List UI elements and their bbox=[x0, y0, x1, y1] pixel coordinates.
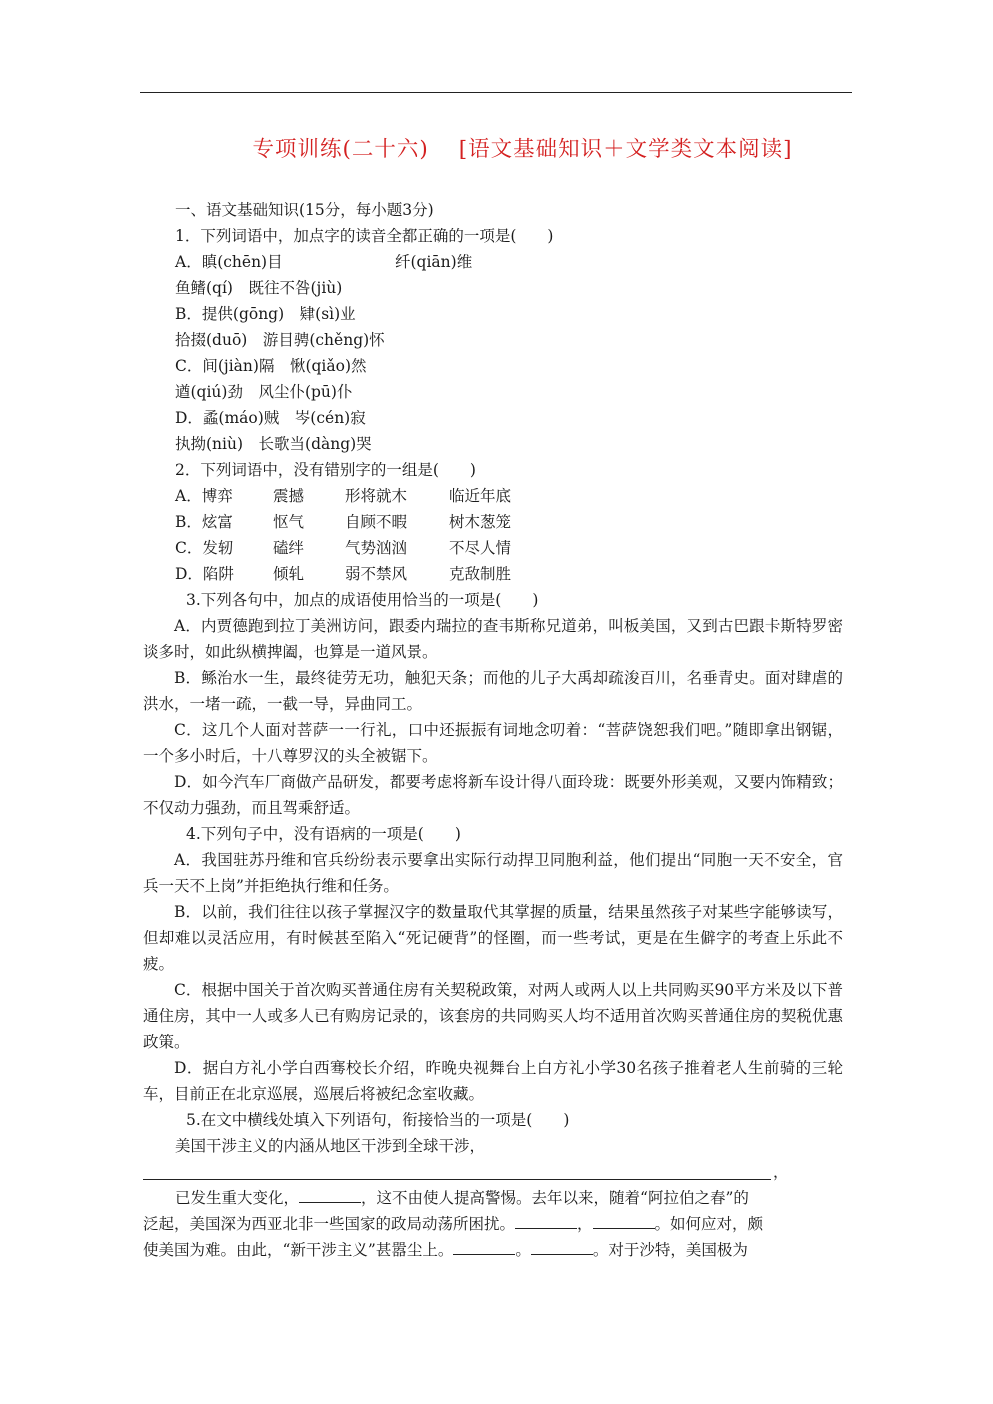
q3-option-d: D．如今汽车厂商做产品研发，都要考虑将新车设计得八面玲珑：既要外形美观，又要内饰精致；不仅动力强劲，而且驾乘舒适。 bbox=[143, 773, 843, 817]
document-body bbox=[143, 197, 843, 1263]
q2-cell: 震撼 bbox=[273, 487, 305, 505]
q5-stem: 5.在文中横线处填入下列语句，衔接恰当的一项是( ) bbox=[186, 1111, 570, 1129]
passage-text: 已发生重大变化， bbox=[175, 1189, 300, 1207]
q5-passage-line bbox=[143, 1185, 843, 1211]
q5-lead: 美国干涉主义的内涵从地区干涉到全球干涉， bbox=[175, 1137, 486, 1155]
q2-cell: C．发轫 bbox=[175, 539, 234, 557]
q3-option-c: C．这几个人面对菩萨一一行礼，口中还振振有词地念叨着：“菩萨饶恕我们吧。”随即拿出钢锯，一个多小时后，十八尊罗汉的头全被锯下。 bbox=[143, 721, 843, 765]
q3-stem: 3.下列各句中，加点的成语使用恰当的一项是( ) bbox=[186, 591, 539, 609]
q1-a1a: A．瞋(chēn)目 bbox=[175, 253, 283, 271]
q2-option-row bbox=[143, 561, 843, 587]
q2-cell: 气势汹汹 bbox=[345, 539, 408, 557]
q1-option-a-line2: 鱼鳍(qí) 既往不咎(jiù) bbox=[175, 279, 343, 297]
q1-option-c-line2: 遒(qiú)劲 风尘仆(pū)仆 bbox=[175, 383, 353, 401]
q1-stem: 1．下列词语中，加点字的读音全都正确的一项是( ) bbox=[175, 227, 554, 245]
q2-option-row bbox=[143, 483, 843, 509]
passage-text: 使美国为难。由此，“新干涉主义”甚嚣尘上。 bbox=[143, 1241, 454, 1259]
passage-text: 。对于沙特，美国极为 bbox=[592, 1241, 748, 1259]
fill-blank bbox=[453, 1240, 515, 1255]
q1-a1b: 纤(qiān)维 bbox=[395, 253, 473, 271]
q2-cell: 弱不禁风 bbox=[345, 565, 408, 583]
page-title bbox=[0, 132, 993, 163]
passage-text: 。 bbox=[515, 1241, 531, 1259]
passage-text: 。如何应对，颇 bbox=[654, 1215, 764, 1233]
q4-option-c: C．根据中国关于首次购买普通住房有关契税政策，对两人或两人以上共同购买90平方米及以下普通住房，其中一人或多人已有购房记录的，该套房的共同购买人均不适用首次购买普通住房的契税优惠政策。 bbox=[143, 981, 843, 1051]
q4-stem: 4.下列句子中，没有语病的一项是( ) bbox=[186, 825, 461, 843]
q2-option-row bbox=[143, 509, 843, 535]
fill-blank bbox=[531, 1240, 593, 1255]
fill-blank bbox=[515, 1214, 577, 1229]
q2-cell: 磕绊 bbox=[273, 539, 305, 557]
passage-text: ，这不由使人提高警惕。去年以来，随着“阿拉伯之春”的 bbox=[361, 1189, 749, 1207]
q4-option-b: B．以前，我们往往以孩子掌握汉字的数量取代其掌握的质量，结果虽然孩子对某些字能够读写，但却难以灵活应用，有时候甚至陷入“死记硬背”的怪圈，而一些考试，更是在生僻字的考查上乐此不疲。 bbox=[143, 903, 843, 973]
q5-passage-line bbox=[143, 1237, 843, 1263]
q2-cell: 倾轧 bbox=[273, 565, 305, 583]
q4-option-a: A．我国驻苏丹维和官兵纷纷表示要拿出实际行动捍卫同胞利益，他们提出“同胞一天不安全，官兵一天不上岗”并拒绝执行维和任务。 bbox=[143, 851, 843, 895]
q2-cell: 不尽人情 bbox=[449, 539, 512, 557]
q2-cell: 怄气 bbox=[273, 513, 305, 531]
q2-cell: 克敌制胜 bbox=[449, 565, 512, 583]
q5-fill-blank-line bbox=[143, 1159, 843, 1185]
header-rule bbox=[140, 92, 852, 93]
q2-cell: 形将就木 bbox=[345, 487, 408, 505]
q2-stem: 2．下列词语中，没有错别字的一组是( ) bbox=[175, 461, 476, 479]
blank-comma: ， bbox=[773, 1163, 789, 1181]
q5-passage-line bbox=[143, 1211, 843, 1237]
q2-cell: D．陷阱 bbox=[175, 565, 234, 583]
q3-option-b: B．鲧治水一生，最终徒劳无功，触犯天条；而他的儿子大禹却疏浚百川，名垂青史。面对肆虐的洪水，一堵一疏，一截一导，异曲同工。 bbox=[143, 669, 843, 713]
passage-text: ， bbox=[577, 1215, 593, 1233]
q2-cell: B．炫富 bbox=[175, 513, 233, 531]
fill-blank bbox=[593, 1214, 655, 1229]
q1-option-c-line1: C．间(jiàn)隔 愀(qiǎo)然 bbox=[175, 357, 367, 375]
q1-option-a-line1 bbox=[143, 249, 843, 275]
q2-cell: 临近年底 bbox=[449, 487, 512, 505]
q2-cell: 树木葱笼 bbox=[449, 513, 512, 531]
q1-option-d-line1: D．蟊(máo)贼 岑(cén)寂 bbox=[175, 409, 366, 427]
q1-option-b-line1: B．提供(gōng) 肄(sì)业 bbox=[175, 305, 356, 323]
q4-option-d: D．据白方礼小学白西骞校长介绍，昨晚央视舞台上白方礼小学30名孩子推着老人生前骑的三轮车，目前正在北京巡展，巡展后将被纪念室收藏。 bbox=[143, 1059, 843, 1103]
title-sub: [语文基础知识＋文学类文本阅读] bbox=[458, 137, 793, 162]
q2-cell: 自顾不暇 bbox=[345, 513, 408, 531]
q2-option-row bbox=[143, 535, 843, 561]
section-heading: 一、语文基础知识(15分，每小题3分) bbox=[175, 201, 434, 219]
q1-option-b-line2: 拾掇(duō) 游目骋(chěng)怀 bbox=[175, 331, 385, 349]
q1-option-d-line2: 执拗(niù) 长歌当(dàng)哭 bbox=[175, 435, 372, 453]
q3-option-a: A．内贾德跑到拉丁美洲访问，跟委内瑞拉的查韦斯称兄道弟，叫板美国，又到古巴跟卡斯特罗密谈多时，如此纵横捭阖，也算是一道风景。 bbox=[143, 617, 843, 661]
q2-cell: A．博弈 bbox=[175, 487, 233, 505]
passage-text: 泛起，美国深为西亚北非一些国家的政局动荡所困扰。 bbox=[143, 1215, 516, 1233]
title-main: 专项训练(二十六) bbox=[252, 137, 429, 162]
blank-underline bbox=[143, 1179, 771, 1180]
fill-blank bbox=[299, 1188, 361, 1203]
